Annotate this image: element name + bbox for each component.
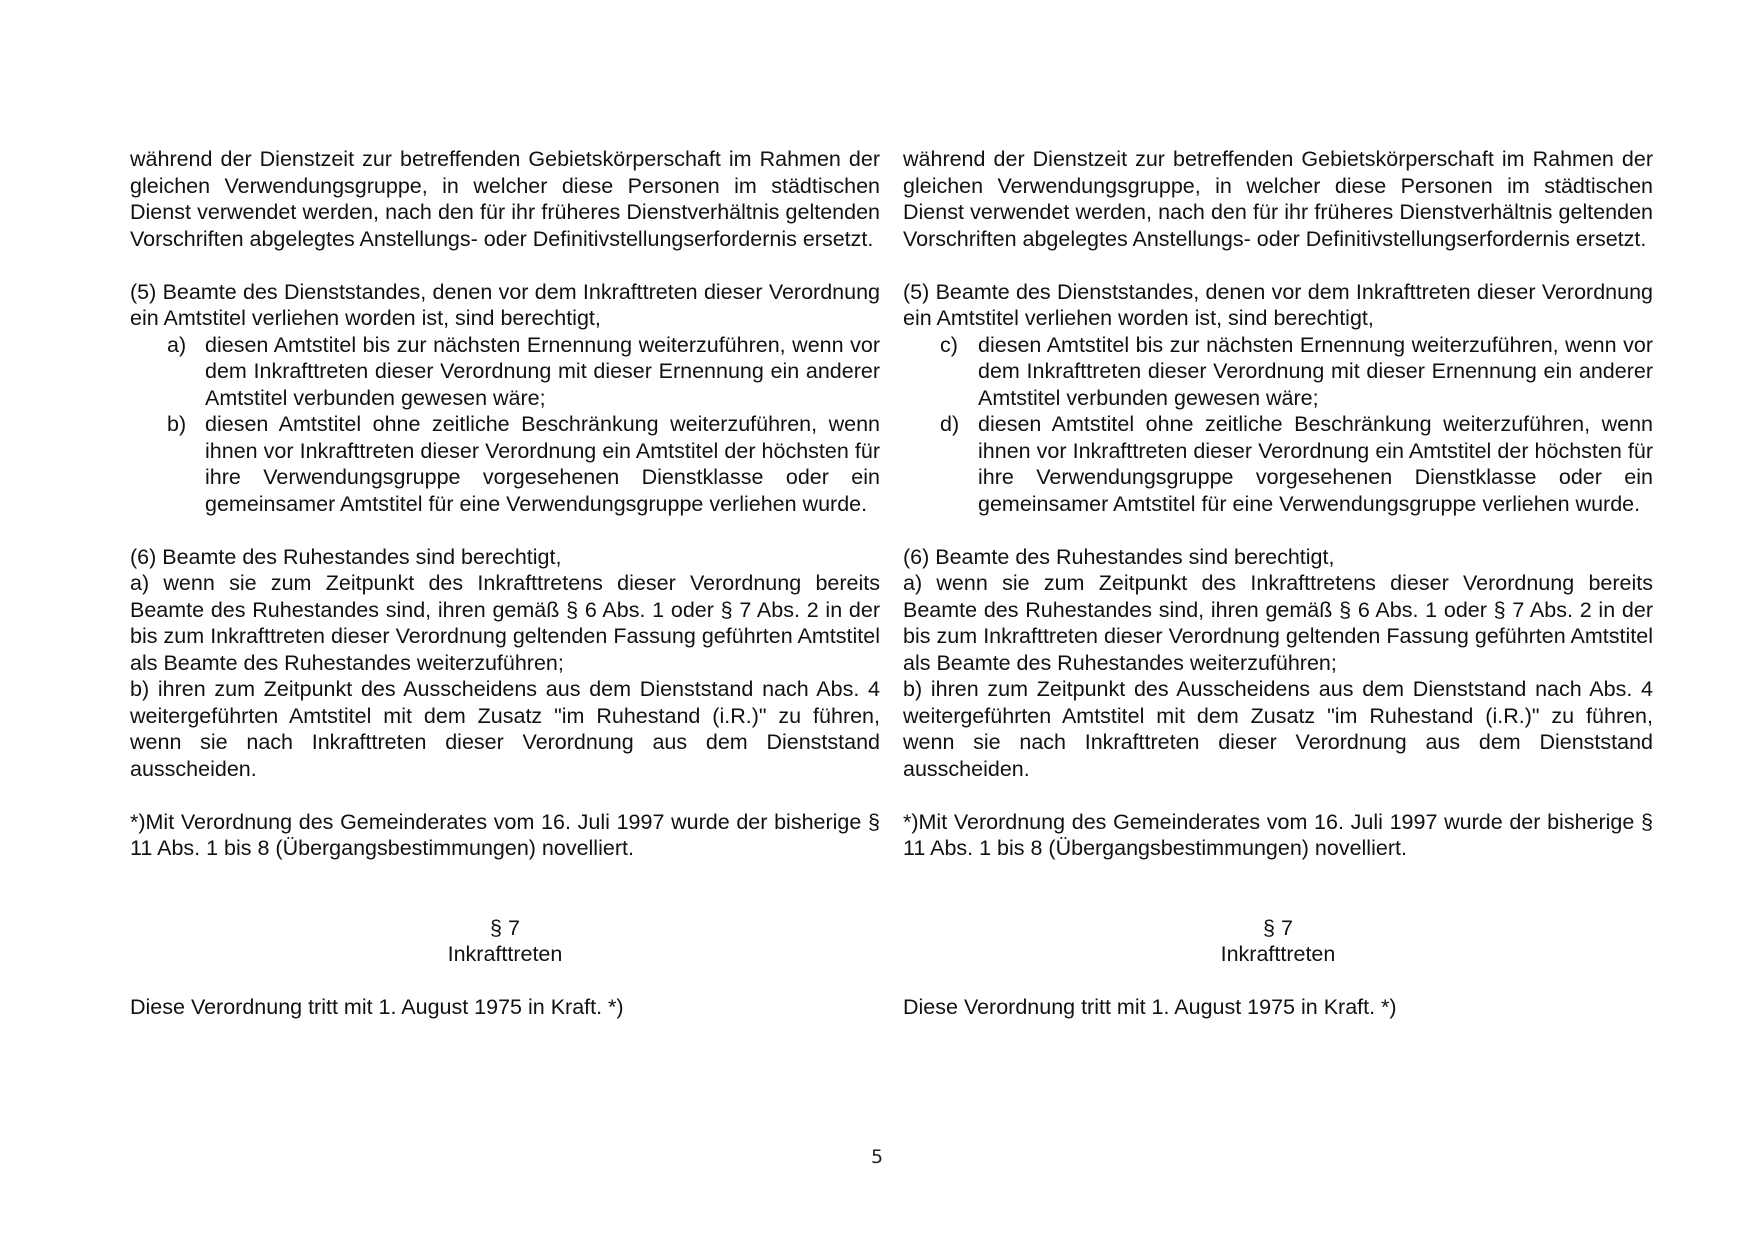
list-item [167,332,880,412]
section-text: Diese Verordnung tritt mit 1. August 1975 in Kraft. *) [903,995,1397,1019]
paragraph-6-item-a: a) wenn sie zum Zeitpunkt des Inkrafttretens dieser Verordnung bereits Beamte des Ruhestandes sind, ihren gemäß § 6 Abs. 1 oder § 7 Abs. 2 in der bis zum Inkrafttreten dieser Verordnung geltenden Fassung geführten Amtstitel als Beamte des Ruhestandes weiterzuführen; [130,571,880,675]
paragraph-6-item-a: a) wenn sie zum Zeitpunkt des Inkrafttretens dieser Verordnung bereits Beamte des Ruhestandes sind, ihren gemäß § 6 Abs. 1 oder § 7 Abs. 2 in der bis zum Inkrafttreten dieser Verordnung geltenden Fassung geführten Amtstitel als Beamte des Ruhestandes weiterzuführen; [903,571,1653,675]
list-item-text: diesen Amtstitel ohne zeitliche Beschränkung weiterzuführen, wenn ihnen vor Inkrafttreten dieser Verordnung ein Amtstitel der höchsten für ihre Verwendungsgruppe vorgesehenen Dienstklasse oder ein gemeinsamer Amtstitel für eine Verwendungsgruppe verliehen wurde. [978,412,1653,516]
list-marker: d) [940,412,960,436]
list-item-text: diesen Amtstitel bis zur nächsten Ernennung weiterzuführen, wenn vor dem Inkrafttreten dieser Verordnung mit dieser Ernennung ein anderer Amtstitel verbunden gewesen wäre; [978,332,1653,410]
section-number: § 7 [490,915,520,940]
paragraph-6-intro: (6) Beamte des Ruhestandes sind berechtigt, [130,544,562,569]
footnote: *)Mit Verordnung des Gemeinderates vom 16. Juli 1997 wurde der bisherige § 11 Abs. 1 bis 8 (Übergangsbestimmungen) novelliert. [903,809,1653,860]
paragraph-6-item-b: b) ihren zum Zeitpunkt des Ausscheidens aus dem Dienststand nach Abs. 4 weitergeführten Amtstitel mit dem Zusatz "im Ruhestand (i.R.)" zu führen, wenn sie nach Inkrafttreten dieser Verordnung aus dem Dienststand ausscheiden. [130,677,880,781]
left-column [130,146,880,1021]
paragraph-5-intro: (5) Beamte des Dienststandes, denen vor dem Inkrafttreten dieser Verordnung ein Amtstitel verliehen worden ist, sind berechtigt, [130,279,880,330]
list-item-text: diesen Amtstitel ohne zeitliche Beschränkung weiterzuführen, wenn ihnen vor Inkrafttreten dieser Verordnung ein Amtstitel der höchsten für ihre Verwendungsgruppe vorgesehenen Dienstklasse oder ein gemeinsamer Amtstitel für eine Verwendungsgruppe verliehen wurde. [205,412,880,516]
list-item [940,411,1653,517]
continuation-paragraph: während der Dienstzeit zur betreffenden Gebietskörperschaft im Rahmen der gleichen Verwendungsgruppe, in welcher diese Personen im städtischen Dienst verwendet werden, nach den für ihr früheres Dienstverhältnis geltenden Vorschriften abgelegtes Anstellungs- oder Definitivstellungserfordernis ersetzt. [903,147,1653,251]
list-marker: a) [167,332,187,357]
list-marker: b) [167,412,187,436]
paragraph-6-item-b: b) ihren zum Zeitpunkt des Ausscheidens aus dem Dienststand nach Abs. 4 weitergeführten Amtstitel mit dem Zusatz "im Ruhestand (i.R.)" zu führen, wenn sie nach Inkrafttreten dieser Verordnung aus dem Dienststand ausscheiden. [903,677,1653,781]
list-item [940,332,1653,412]
right-column [903,146,1653,1021]
paragraph-5-list [903,332,1653,518]
footnote: *)Mit Verordnung des Gemeinderates vom 16. Juli 1997 wurde der bisherige § 11 Abs. 1 bis 8 (Übergangsbestimmungen) novelliert. [130,809,880,860]
section-title: Inkrafttreten [1220,942,1336,966]
continuation-paragraph: während der Dienstzeit zur betreffenden Gebietskörperschaft im Rahmen der gleichen Verwendungsgruppe, in welcher diese Personen im städtischen Dienst verwendet werden, nach den für ihr früheres Dienstverhältnis geltenden Vorschriften abgelegtes Anstellungs- oder Definitivstellungserfordernis ersetzt. [130,147,880,251]
paragraph-5-list [130,332,880,518]
section-title: Inkrafttreten [447,942,563,966]
section-number: § 7 [1263,915,1293,940]
page-number: 5 [870,1146,884,1168]
paragraph-5-intro: (5) Beamte des Dienststandes, denen vor dem Inkrafttreten dieser Verordnung ein Amtstitel verliehen worden ist, sind berechtigt, [903,279,1653,330]
section-text: Diese Verordnung tritt mit 1. August 1975 in Kraft. *) [130,995,624,1019]
paragraph-6-intro: (6) Beamte des Ruhestandes sind berechtigt, [903,544,1335,569]
list-item [167,411,880,517]
list-item-text: diesen Amtstitel bis zur nächsten Ernennung weiterzuführen, wenn vor dem Inkrafttreten dieser Verordnung mit dieser Ernennung ein anderer Amtstitel verbunden gewesen wäre; [205,332,880,410]
list-marker: c) [940,332,958,357]
